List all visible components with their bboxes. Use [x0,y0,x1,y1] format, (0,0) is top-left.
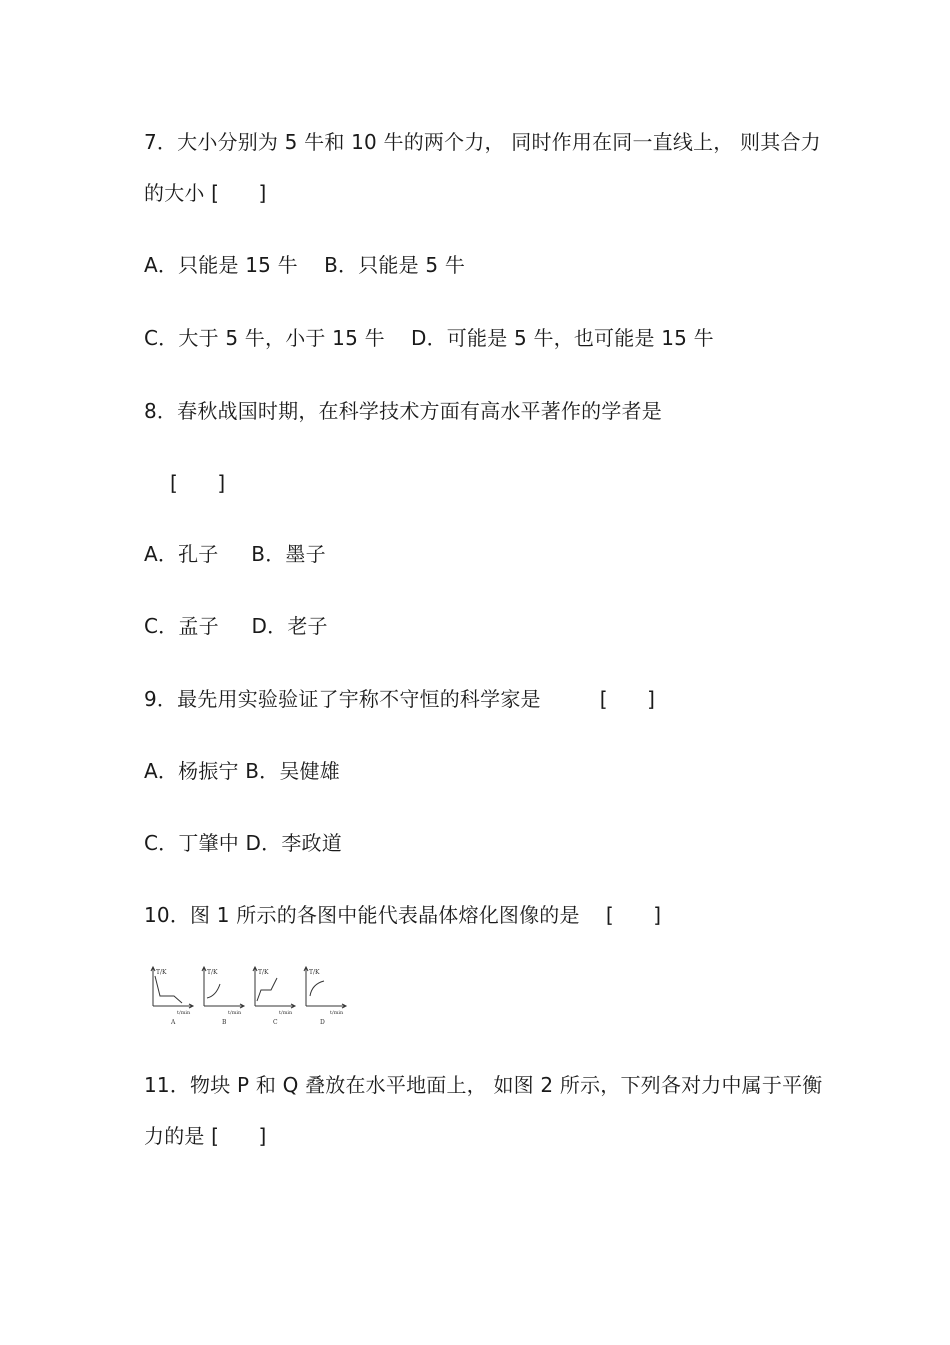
graph-b-panel-label: B [222,1019,227,1026]
q9-options-ab: A．杨振宁 B．吴健雄 [144,759,340,783]
graph-a-panel-label: A [171,1019,176,1026]
graph-b-y-label: T/K [207,969,218,976]
q9-stem: 9．最先用实验验证了宇称不守恒的科学家是 [ ] [144,687,656,711]
graph-a-y-label: T/K [156,969,167,976]
q8-answer-bracket: [ ] [170,471,226,495]
graph-b-x-label: t/min [228,1010,242,1016]
graph-c-x-label: t/min [279,1010,293,1016]
q7-stem-line1: 7．大小分别为 5 牛和 10 牛的两个力， 同时作用在同一直线上， 则其合力 [144,130,821,154]
q8-options-cd: C．孟子 D．老子 [144,614,328,638]
q10-figure-melting-graphs [146,962,356,1033]
q8-stem-line1: 8．春秋战国时期，在科学技术方面有高水平著作的学者是 [144,399,662,423]
graph-d-panel-label: D [320,1019,325,1026]
graph-c-y-label: T/K [258,969,269,976]
graph-c-panel-label: C [273,1019,278,1026]
q11-stem-line1: 11．物块 P 和 Q 叠放在水平地面上， 如图 2 所示，下列各对力中属于平衡 [144,1073,823,1097]
q7-stem-line2: 的大小 [ ] [144,181,267,205]
q9-options-cd: C．丁肇中 D．李政道 [144,831,342,855]
melting-graphs-svg [146,962,356,1028]
q11-stem-line2: 力的是 [ ] [144,1124,267,1148]
q8-options-ab: A．孔子 B．墨子 [144,542,326,566]
graph-d-y-label: T/K [309,969,320,976]
q7-options-ab: A．只能是 15 牛 B．只能是 5 牛 [144,253,466,277]
graph-d-x-label: t/min [330,1010,344,1016]
q10-stem: 10．图 1 所示的各图中能代表晶体熔化图像的是 [ ] [144,903,662,927]
q7-options-cd: C．大于 5 牛，小于 15 牛 D．可能是 5 牛，也可能是 15 牛 [144,326,714,350]
graph-a-x-label: t/min [177,1010,191,1016]
